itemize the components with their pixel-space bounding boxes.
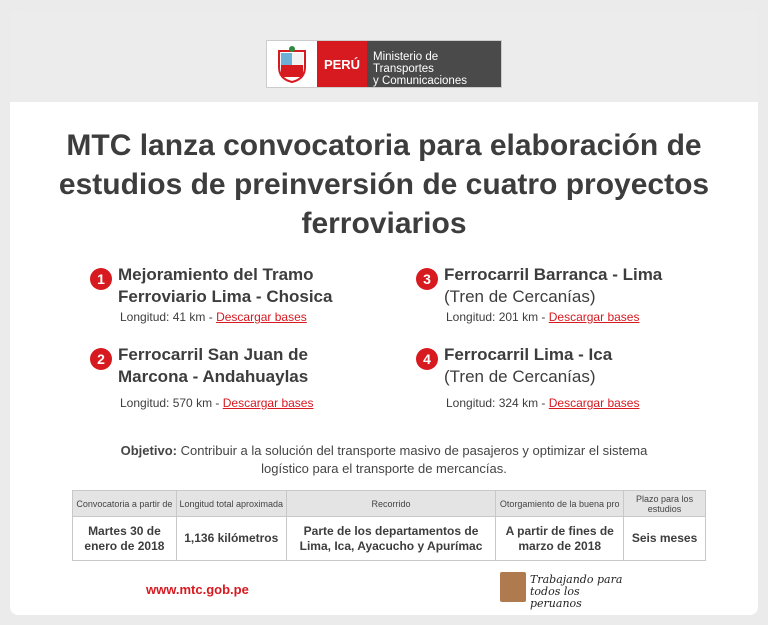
- table-cell: 1,136 kilómetros: [176, 517, 286, 561]
- peru-brand: PERÚ: [317, 41, 367, 87]
- ministry-name: [367, 41, 501, 87]
- table-cell: Parte de los departamentos de Lima, Ica, Ayacucho y Apurímac: [286, 517, 496, 561]
- download-bases-link[interactable]: Descargar bases: [548, 396, 640, 410]
- project-name: [118, 344, 308, 388]
- length-label: Longitud: 570 km -: [120, 396, 220, 410]
- project-name-line-1: Mejoramiento del Tramo: [118, 265, 314, 284]
- ministry-line-2: y Comunicaciones: [373, 75, 467, 87]
- project-number-badge: 4: [416, 348, 438, 370]
- length-label: Longitud: 324 km -: [446, 396, 546, 410]
- slogan: [500, 572, 630, 610]
- table-cell: A partir de fines de marzo de 2018: [496, 517, 624, 561]
- length-label: Longitud: 201 km -: [446, 310, 546, 324]
- project-length: [446, 396, 639, 410]
- mtc-logo: [266, 40, 502, 88]
- project-number-badge: 3: [416, 268, 438, 290]
- slogan-line-1: Trabajando para: [530, 573, 623, 586]
- infographic-card: [10, 10, 758, 615]
- project-2: [90, 344, 390, 414]
- table-header-cell: Plazo para los estudios: [624, 491, 706, 517]
- project-name-line-1: Ferrocarril Barranca - Lima: [444, 265, 663, 284]
- slogan-text: [530, 574, 630, 610]
- slogan-line-2: todos los peruanos: [530, 585, 582, 610]
- table-row: [73, 517, 706, 561]
- project-name: [444, 264, 662, 308]
- project-1: [90, 264, 390, 324]
- project-name: [118, 264, 332, 308]
- ministry-line-1: Ministerio de Transportes: [373, 51, 439, 75]
- table-cell: Seis meses: [624, 517, 706, 561]
- project-name-line-2: Marcona - Andahuaylas: [118, 367, 309, 386]
- table-header-cell: Longitud total aproximada: [176, 491, 286, 517]
- table-header-row: [73, 491, 706, 517]
- project-name: [444, 344, 612, 388]
- project-length: [446, 310, 639, 324]
- table-header-cell: Convocatoria a partir de: [73, 491, 177, 517]
- objective-body: Contribuir a la solución del transporte masivo de pasajeros y optimizar el sistema logístico para el transporte de mercancías.: [180, 443, 648, 476]
- project-number-badge: 1: [90, 268, 112, 290]
- website-link[interactable]: www.mtc.gob.pe: [146, 582, 249, 597]
- summary-table: [72, 490, 706, 561]
- coat-of-arms-icon: [267, 41, 317, 87]
- project-name-line-1: Ferrocarril San Juan de: [118, 345, 308, 364]
- table-header-cell: Otorgamiento de la buena pro: [496, 491, 624, 517]
- project-name-line-2: Ferroviario Lima - Chosica: [118, 287, 333, 306]
- objective-text: [100, 442, 668, 478]
- project-length: [120, 310, 307, 324]
- objective-label: Objetivo:: [120, 443, 177, 458]
- length-label: Longitud: 41 km -: [120, 310, 213, 324]
- download-bases-link[interactable]: Descargar bases: [548, 310, 640, 324]
- project-name-line-2: (Tren de Cercanías): [444, 287, 596, 306]
- project-name-line-1: Ferrocarril Lima - Ica: [444, 345, 613, 364]
- page-title: MTC lanza convocatoria para elaboración de estudios de preinversión de cuatro proyectos ferroviarios: [58, 129, 710, 240]
- table-header-cell: Recorrido: [286, 491, 496, 517]
- project-length: [120, 396, 313, 410]
- project-name-line-2: (Tren de Cercanías): [444, 367, 596, 386]
- download-bases-link[interactable]: Descargar bases: [222, 396, 314, 410]
- project-4: [416, 344, 716, 414]
- header-band: [10, 10, 758, 102]
- project-number-badge: 2: [90, 348, 112, 370]
- project-3: [416, 264, 716, 324]
- download-bases-link[interactable]: Descargar bases: [216, 310, 307, 324]
- table-cell: Martes 30 de enero de 2018: [73, 517, 177, 561]
- child-photo-icon: [500, 572, 526, 602]
